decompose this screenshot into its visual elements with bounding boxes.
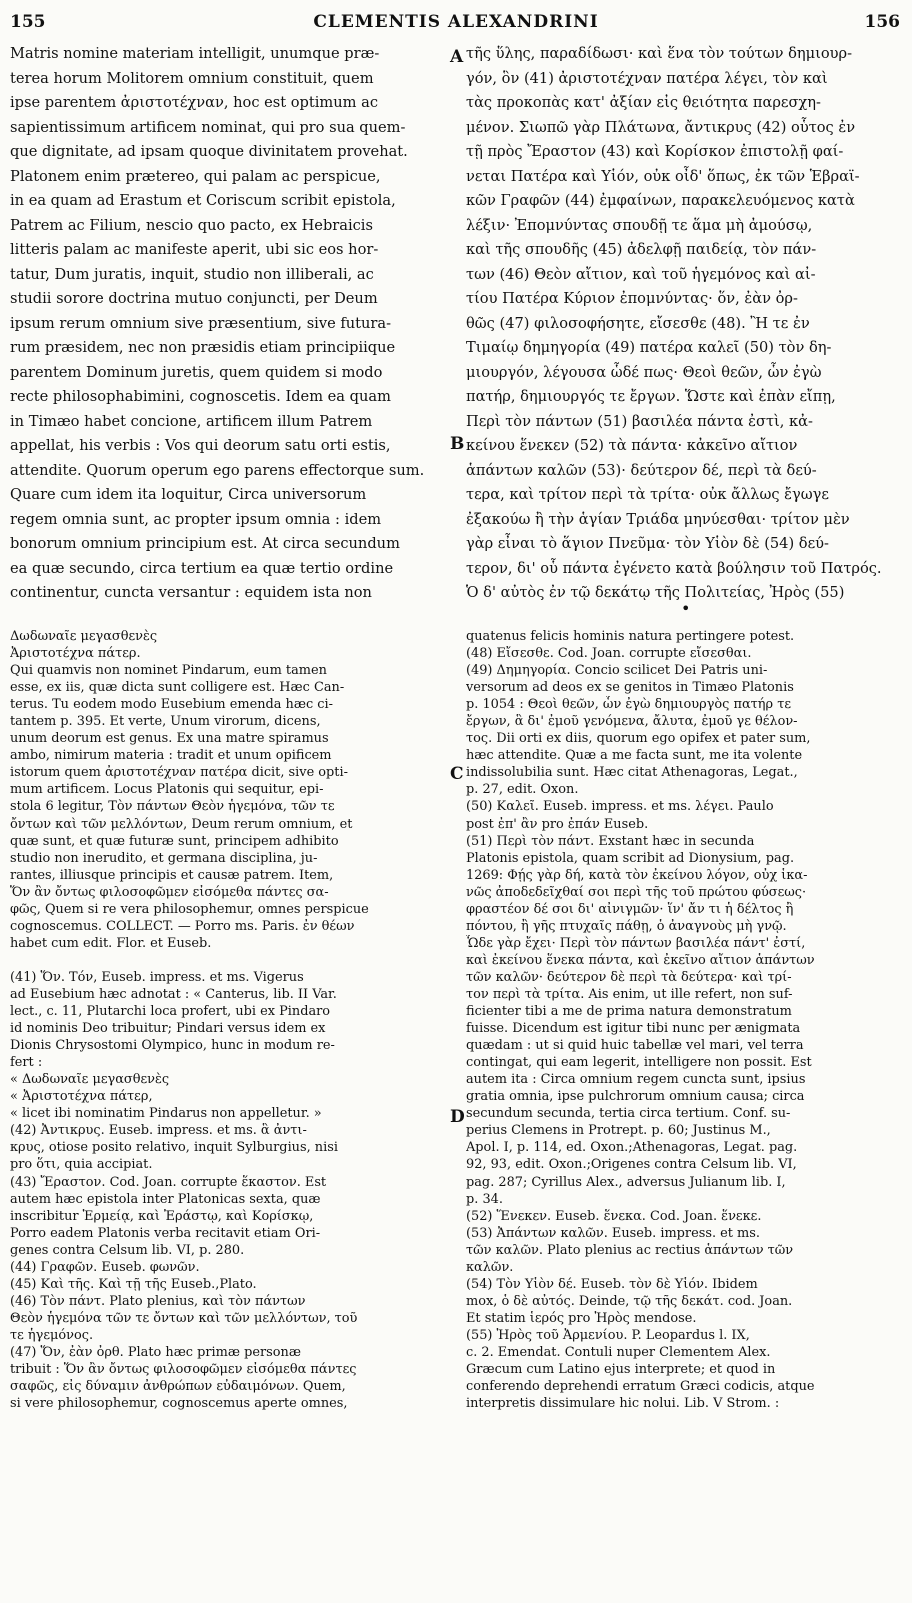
greek-text-line: τῇ πρὸς Ἔραστον (43) καὶ Κορίσκον ἐπιστολῇ φαί- bbox=[466, 143, 844, 160]
note-line: Qui quamvis non nominet Pindarum, eum tamen bbox=[10, 663, 327, 679]
greek-text-line: καὶ τῆς σπουδῆς (45) ἀδελφῇ παιδείᾳ, τὸν πάν- bbox=[466, 241, 817, 258]
note-line: versorum ad deos ex se genitos in Timæo Platonis bbox=[466, 680, 794, 696]
latin-text-line: attendite. Quorum operum ego parens effectorque sum. bbox=[10, 461, 425, 479]
note-line: mum artificem. Locus Platonis qui sequitur, epi- bbox=[10, 782, 324, 798]
note-line: perius Clemens in Protrept. p. 60; Justinus M., bbox=[466, 1123, 771, 1139]
latin-text-line: Matris nomine materiam intelligit, unumque præ- bbox=[10, 45, 380, 62]
latin-text-line: regem omnia sunt, ac propter ipsum omnia : idem bbox=[10, 510, 382, 528]
note-line: ficienter tibi a me de prima natura demonstratum bbox=[466, 1004, 792, 1020]
note-line: Apol. I, p. 114, ed. Oxon.;Athenagoras, Legat. pag. bbox=[466, 1140, 798, 1156]
note-line: καὶ ἐκείνου ἕνεκα πάντα, καὶ ἐκεῖνο αἴτιον ἁπάντων bbox=[466, 952, 815, 968]
note-line: cognoscemus. COLLECT. — Porro ms. Paris. ἐν θέων bbox=[10, 918, 355, 934]
page-number-left: 155 bbox=[10, 12, 46, 32]
notes-left-column bbox=[10, 628, 446, 1412]
note-line: stola 6 legitur, Τὸν πάντων Θεὸν ἡγεμόνα, τῶν τε bbox=[10, 799, 335, 815]
note-line: (45) Καὶ τῆς. Καὶ τῇ τῆς Euseb.,Plato. bbox=[10, 1276, 257, 1292]
greek-text-line: θῶς (47) φιλοσοφήσητε, εἴσεσθε (48). Ἢ τε ἐν bbox=[466, 314, 810, 332]
ornament-dot: • bbox=[681, 599, 691, 618]
latin-text-line: que dignitate, ad ipsam quoque divinitatem provehat. bbox=[10, 143, 408, 160]
greek-text-line: γόν, ὃν (41) ἀριστοτέχναν πατέρα λέγει, τὸν καὶ bbox=[466, 69, 828, 87]
note-line: (55) Ἠρὸς τοῦ Ἀρμενίου. P. Leopardus l. IX, bbox=[466, 1327, 750, 1343]
note-line: quæ sunt, et quæ futuræ sunt, principem adhibito bbox=[10, 833, 339, 849]
note-line: σαφῶς, εἰς δύναμιν ἀνθρώπων εὐδαιμόνων. Quem, bbox=[10, 1379, 346, 1395]
note-line: Ἀριστοτέχνα πάτερ. bbox=[10, 646, 141, 662]
section-marker-a: A bbox=[450, 47, 464, 67]
note-line: (46) Τὸν πάντ. Plato plenius, καὶ τὸν πάντων bbox=[10, 1293, 306, 1309]
note-line: pro ὅτι, quia accipiat. bbox=[10, 1157, 153, 1173]
latin-text-line: ea quæ secundo, circa tertium ea quæ tertio ordine bbox=[10, 559, 394, 577]
note-line bbox=[10, 952, 446, 969]
note-line: (53) Ἀπάντων καλῶν. Euseb. impress. et ms. bbox=[466, 1225, 760, 1241]
note-line: fuisse. Dicendum est igitur tibi nunc per ænigmata bbox=[466, 1021, 801, 1037]
greek-text-line: Περὶ τὸν πάντων (51) βασιλέα πάντα ἐστὶ, κἀ- bbox=[466, 412, 813, 430]
section-marker-b: B bbox=[450, 434, 465, 454]
latin-text-line: parentem Dominum juretis, quem quidem si modo bbox=[10, 363, 383, 381]
note-line: si vere philosophemur, cognoscemus aperte omnes, bbox=[10, 1396, 348, 1412]
latin-text-line: tatur, Dum juratis, inquit, studio non illiberali, ac bbox=[10, 265, 374, 283]
note-line: habet cum edit. Flor. et Euseb. bbox=[10, 935, 212, 951]
note-line: φραστέον δέ σοι δι' αἰνιγμῶν· ἵν' ἄν τι ἡ δέλτος ἢ bbox=[466, 901, 794, 917]
note-line: interpretis dissimulare hic nolui. Lib. V Strom. : bbox=[466, 1396, 780, 1412]
greek-text-line: ἐξακούω ἢ τὴν ἁγίαν Τριάδα μηνύεσθαι· τρίτον μὲν bbox=[466, 510, 850, 528]
note-line: Græcum cum Latino ejus interprete; et quod in bbox=[466, 1362, 776, 1378]
greek-text-line: μένον. Σιωπῶ γὰρ Πλάτωνα, ἄντικρυς (42) οὗτος ἐν bbox=[466, 118, 856, 136]
note-line: Et statim ἱερός pro Ἠρὸς mendose. bbox=[466, 1310, 697, 1326]
note-line: autem ita : Circa omnium regem cuncta sunt, ipsius bbox=[466, 1072, 806, 1088]
note-line: τῶν καλῶν. Plato plenius ac rectius ἁπάντων τῶν bbox=[466, 1242, 794, 1258]
greek-text-line: νεται Πατέρα καὶ Υἱόν, οὐκ οἶδ' ὅπως, ἐκ τῶν Ἑβραϊ- bbox=[466, 167, 860, 185]
greek-text-line: Ὁ δ' αὐτὸς ἐν τῷ δεκάτῳ τῆς Πολιτείας, Ἠρὸς (55) bbox=[466, 584, 845, 601]
latin-text-line: terea horum Molitorem omnium constituit, quem bbox=[10, 69, 374, 87]
note-line: post ἐπ' ἂν pro ἐπάν Euseb. bbox=[466, 816, 649, 832]
note-line: mox, ὁ δὲ αὐτός. Deinde, τῷ τῆς δεκάτ. cod. Joan. bbox=[466, 1293, 793, 1309]
note-line: unum deorum est genus. Ex una matre spiramus bbox=[10, 731, 329, 747]
note-line: indissolubilia sunt. Hæc citat Athenagoras, Legat., bbox=[466, 765, 798, 781]
note-line: Platonis epistola, quam scribit ad Dionysium, pag. bbox=[466, 850, 795, 866]
note-line: Δωδωναῖε μεγασθενὲς bbox=[10, 629, 158, 644]
latin-text-line: in ea quam ad Erastum et Coriscum scribit epistola, bbox=[10, 192, 396, 209]
greek-text-line: κείνου ἕνεκεν (52) τὰ πάντα· κἀκεῖνο αἴτιον bbox=[466, 437, 798, 454]
note-line: 92, 93, edit. Oxon.;Origenes contra Celsum lib. VI, bbox=[466, 1157, 797, 1173]
note-line: Dionis Chrysostomi Olympico, hunc in modum re- bbox=[10, 1038, 335, 1054]
note-line: studio non inerudito, et germana disciplina, ju- bbox=[10, 850, 318, 866]
greek-text-line: Τιμαίῳ δημηγορία (49) πατέρα καλεῖ (50) τὸν δη- bbox=[466, 339, 832, 356]
greek-text-line: κῶν Γραφῶν (44) ἐμφαίνων, παρακελευόμενος κατὰ bbox=[466, 192, 855, 209]
note-line: 1269: Φῄς γὰρ δή, κατὰ τὸν ἐκείνου λόγον, οὐχ ἱκα- bbox=[466, 867, 808, 883]
note-line: p. 27, edit. Oxon. bbox=[466, 782, 579, 798]
notes-right-column bbox=[466, 628, 896, 1412]
note-line: (54) Τὸν Υἱὸν δέ. Euseb. τὸν δὲ Υἱόν. Ibidem bbox=[466, 1276, 758, 1292]
latin-text-line: Patrem ac Filium, nescio quo pacto, ex Hebraicis bbox=[10, 216, 373, 234]
greek-text-line: τίου Πατέρα Κύριον ἐπομνύντας· ὅν, ἐὰν ὀρ- bbox=[466, 290, 798, 307]
section-marker-d: D bbox=[450, 1107, 465, 1127]
note-line: (41) Ὅν. Τόν, Euseb. impress. et ms. Vigerus bbox=[10, 969, 304, 985]
note-line: conferendo deprehendi erratum Græci codicis, atque bbox=[466, 1379, 815, 1395]
note-line: (44) Γραφῶν. Euseb. φωνῶν. bbox=[10, 1259, 200, 1275]
greek-text-line: λέξιν· Ἐπομνύντας σπουδῇ τε ἅμα μὴ ἀμούσῳ, bbox=[466, 216, 813, 234]
note-line: rantes, illiusque principis et causæ patrem. Item, bbox=[10, 867, 334, 883]
greek-text-line: γὰρ εἶναι τὸ ἅγιον Πνεῦμα· τὸν Υἱὸν δὲ (54) δεύ- bbox=[466, 535, 829, 552]
note-line: ὄντων καὶ τῶν μελλόντων, Deum rerum omnium, et bbox=[10, 816, 353, 832]
note-line: (47) Ὅν, ἐὰν ὀρθ. Plato hæc primæ personæ bbox=[10, 1344, 301, 1360]
note-line: c. 2. Emendat. Contuli nuper Clementem Alex. bbox=[466, 1344, 771, 1360]
note-line: τῶν καλῶν· δεύτερον δὲ περὶ τὰ δεύτερα· καὶ τρί- bbox=[466, 969, 792, 985]
note-line: (48) Εἴσεσθε. Cod. Joan. corrupte εἴσεσθαι. bbox=[466, 646, 752, 662]
note-line: ad Eusebium hæc adnotat : « Canterus, lib. II Var. bbox=[10, 986, 337, 1002]
note-line: πόντου, ἢ γῆς πτυχαῖς πάθῃ, ὁ ἀναγνοὺς μὴ γνῷ. bbox=[466, 918, 787, 934]
greek-text-line: τερον, δι' οὗ πάντα ἐγένετο κατὰ βούλησιν τοῦ Πατρός. bbox=[466, 559, 882, 577]
greek-text-line: των (46) Θεὸν αἴτιον, καὶ τοῦ ἡγεμόνος καὶ αἰ- bbox=[466, 265, 816, 283]
latin-text-line: Quare cum idem ita loquitur, Circa universorum bbox=[10, 486, 367, 503]
note-line: inscribitur Ἑρμείᾳ, καὶ Ἐράστῳ, καὶ Κορίσκῳ, bbox=[10, 1208, 314, 1224]
latin-text-line: ipse parentem ἀριστοτέχναν, hoc est optimum ac bbox=[10, 94, 379, 111]
latin-text-line: ipsum rerum omnium sive præsentium, sive futura- bbox=[10, 314, 392, 332]
note-line: quatenus felicis hominis natura pertingere potest. bbox=[466, 629, 795, 644]
note-line: lect., c. 11, Plutarchi loca profert, ubi ex Pindaro bbox=[10, 1004, 331, 1020]
note-line: (50) Καλεῖ. Euseb. impress. et ms. λέγει. Paulo bbox=[466, 799, 774, 815]
note-line: « Ἀριστοτέχνα πάτερ, bbox=[10, 1089, 153, 1105]
latin-text-line: in Timæo habet concione, artificem illum Patrem bbox=[10, 412, 373, 430]
greek-text-line: τὰς προκοπὰς κατ' ἀξίαν εἰς θειότητα παρεσχη- bbox=[466, 94, 821, 111]
greek-text-line: ἁπάντων καλῶν (53)· δεύτερον δέ, περὶ τὰ δεύ- bbox=[466, 461, 817, 479]
note-line: (42) Ἀντικρυς. Euseb. impress. et ms. ἃ ἀντι- bbox=[10, 1123, 307, 1139]
greek-text-line: τῆς ὕλης, παραδίδωσι· καὶ ἕνα τὸν τούτων δημιουρ- bbox=[466, 45, 853, 62]
note-line: gratia omnia, ipse pulchrorum omnium causa; circa bbox=[466, 1089, 805, 1105]
note-line: τος. Dii orti ex diis, quorum ego opifex et pater sum, bbox=[466, 731, 811, 747]
note-line: τον περὶ τὰ τρίτα. Ais enim, ut ille refert, non suf- bbox=[466, 986, 793, 1002]
greek-main-column bbox=[466, 42, 896, 606]
note-line: istorum quem ἀριστοτέχναν πατέρα dicit, sive opti- bbox=[10, 765, 348, 781]
note-line: « Δωδωναῖε μεγασθενὲς bbox=[10, 1072, 170, 1088]
latin-text-line: appellat, his verbis : Vos qui deorum satu orti estis, bbox=[10, 437, 391, 454]
latin-text-line: rum præsidem, nec non præsidis etiam principiique bbox=[10, 339, 396, 356]
note-line: (43) Ἔραστον. Cod. Joan. corrupte ἕκαστον. Est bbox=[10, 1174, 327, 1190]
note-line: contingat, qui eam legerit, intelligere non possit. Est bbox=[466, 1055, 812, 1071]
greek-text-line: τερα, καὶ τρίτον περὶ τὰ τρίτα· οὐκ ἄλλως ἔγωγε bbox=[466, 486, 829, 503]
note-line: terus. Tu eodem modo Eusebium emenda hæc ci- bbox=[10, 697, 333, 713]
latin-text-line: continentur, cuncta versantur : equidem ista non bbox=[10, 584, 372, 601]
latin-text-line: studii sorore doctrina mutuo conjuncti, per Deum bbox=[10, 290, 378, 307]
page-number-right: 156 bbox=[864, 12, 900, 32]
section-marker-c: C bbox=[450, 764, 464, 784]
note-line: Porro eadem Platonis verba recitavit etiam Ori- bbox=[10, 1225, 321, 1241]
note-line: hæc attendite. Quæ a me facta sunt, me ita volente bbox=[466, 748, 803, 764]
greek-text-line: μιουργόν, λέγουσα ὧδέ πως· Θεοὶ θεῶν, ὧν ἐγὼ bbox=[466, 363, 822, 381]
note-line: νῶς ἀποδεδεῖχθαί σοι περὶ τῆς τοῦ πρώτου φύσεως· bbox=[466, 884, 807, 900]
note-line: καλῶν. bbox=[466, 1259, 514, 1275]
note-line: « licet ibi nominatim Pindarus non appelletur. » bbox=[10, 1106, 322, 1122]
note-line: (52) Ἕνεκεν. Euseb. ἕνεκα. Cod. Joan. ἕνεκε. bbox=[466, 1208, 762, 1224]
note-line: Ὅν ἂν ὄντως φιλοσοφῶμεν εἰσόμεθα πάντες σα- bbox=[10, 884, 329, 900]
note-line: autem hæc epistola inter Platonicas sexta, quæ bbox=[10, 1191, 321, 1207]
note-line: (51) Περὶ τὸν πάντ. Exstant hæc in secunda bbox=[466, 833, 755, 849]
note-line: Ὧδε γὰρ ἔχει· Περὶ τὸν πάντων βασιλέα πάντ' ἐστί, bbox=[466, 935, 806, 951]
latin-text-line: sapientissimum artificem nominat, qui pro sua quem- bbox=[10, 118, 406, 136]
note-line: id nominis Deo tribuitur; Pindari versus idem ex bbox=[10, 1021, 326, 1037]
note-line: tantem p. 395. Et verte, Unum virorum, dicens, bbox=[10, 714, 321, 730]
latin-text-line: Platonem enim prætereo, qui palam ac perspicue, bbox=[10, 167, 381, 185]
note-line: φῶς, Quem si re vera philosophemur, omnes perspicue bbox=[10, 901, 369, 917]
note-line: quædam : ut si quid huic tabellæ vel mari, vel terra bbox=[466, 1038, 804, 1054]
note-line: pag. 287; Cyrillus Alex., adversus Julianum lib. I, bbox=[466, 1174, 786, 1190]
note-line: Θεὸν ἡγεμόνα τῶν τε ὄντων καὶ τῶν μελλόντων, τοῦ bbox=[10, 1310, 358, 1326]
latin-text-line: bonorum omnium principium est. At circa secundum bbox=[10, 535, 400, 552]
note-line: esse, ex iis, quæ dicta sunt colligere est. Hæc Can- bbox=[10, 680, 345, 696]
note-line: τε ἡγεμόνος. bbox=[10, 1327, 94, 1343]
note-line: tribuit : Ὅν ἂν ὄντως φιλοσοφῶμεν εἰσόμεθα πάντες bbox=[10, 1362, 357, 1378]
note-line: ἔργων, ἃ δι' ἐμοῦ γενόμενα, ἄλυτα, ἐμοῦ γε θέλον- bbox=[466, 714, 798, 730]
note-line: secundum secunda, tertia circa tertium. Conf. su- bbox=[466, 1106, 791, 1122]
latin-text-line: litteris palam ac manifeste aperit, ubi sic eos hor- bbox=[10, 241, 379, 258]
running-title: CLEMENTIS ALEXANDRINI bbox=[313, 12, 599, 32]
greek-text-line: πατήρ, δημιουργός τε ἔργων. Ὥστε καὶ ἐπὰν εἴπῃ, bbox=[466, 388, 836, 405]
note-line: p. 1054 : Θεοὶ θεῶν, ὧν ἐγὼ δημιουργὸς πατήρ τε bbox=[466, 697, 791, 713]
latin-main-column bbox=[10, 42, 446, 606]
note-line: (49) Δημηγορία. Concio scilicet Dei Patris uni- bbox=[466, 663, 768, 679]
note-line: p. 34. bbox=[466, 1191, 503, 1207]
latin-text-line: recte philosophabimini, cognoscetis. Idem ea quam bbox=[10, 388, 391, 405]
note-line: genes contra Celsum lib. VI, p. 280. bbox=[10, 1242, 245, 1258]
note-line: ambo, nimirum materia : tradit et unum opificem bbox=[10, 748, 332, 764]
note-line: κρυς, otiose posito relativo, inquit Sylburgius, nisi bbox=[10, 1140, 338, 1156]
note-line: fert : bbox=[10, 1055, 43, 1071]
